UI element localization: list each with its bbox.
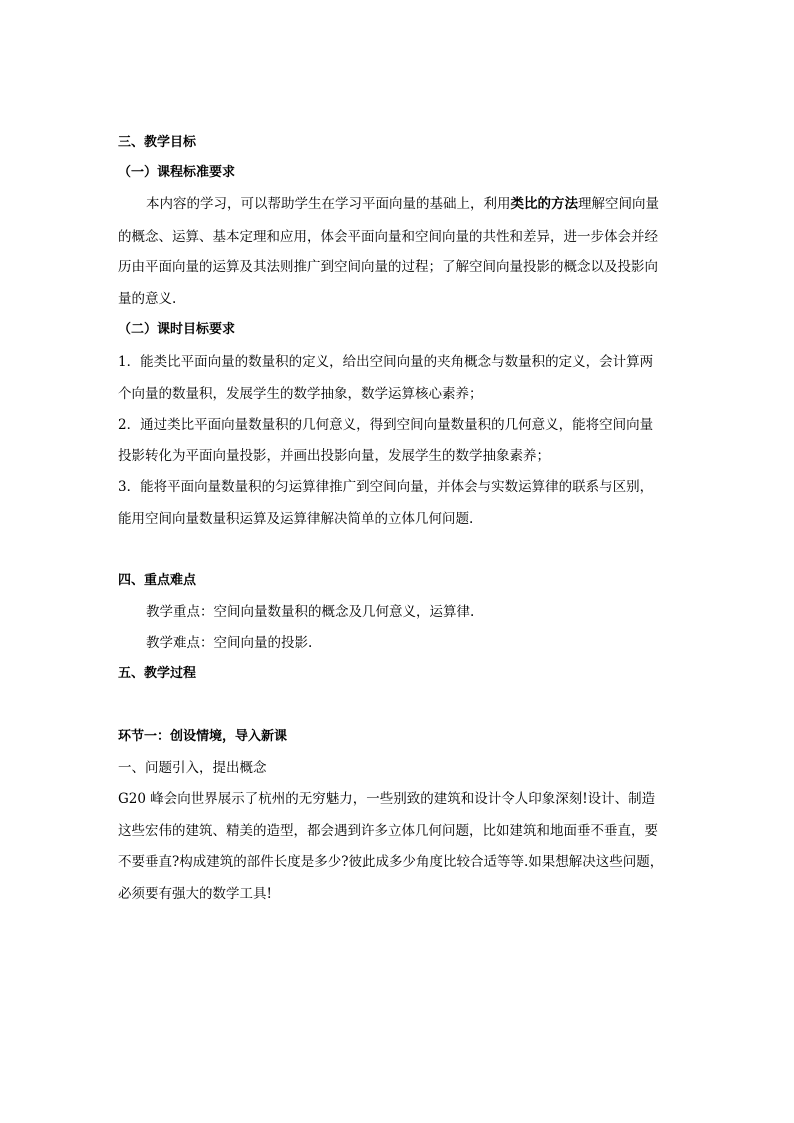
sub1-paragraph-line1-post: 理解空间向量	[578, 196, 659, 212]
sub1-paragraph-line1-pre: 本内容的学习，可以帮助学生在学习平面向量的基础上，利用	[146, 196, 511, 212]
sub2-heading: （二）课时目标要求	[118, 322, 236, 337]
goal-item1-line2: 个向量的数量积，发展学生的数学抽象，数学运算核心素养；	[118, 386, 483, 402]
stage1-paragraph-line2: 这些宏伟的建筑、精美的造型，都会遇到许多立体几何问题，比如建筑和地面垂不垂直，要	[118, 823, 658, 839]
sub1-paragraph-line4: 量的意义.	[118, 291, 177, 307]
stage1-paragraph-line3: 不要垂直?构成建筑的部件长度是多少?彼此成多少角度比较合适等等.如果想解决这些问题，	[118, 854, 664, 870]
goal-item2-line2: 投影转化为平面向量投影，并画出投影向量，发展学生的数学抽象素养；	[118, 448, 550, 464]
sub1-paragraph-line1	[146, 194, 659, 214]
stage1-paragraph-line1: G20 峰会向世界展示了杭州的无穷魅力，一些别致的建筑和设计令人印象深刻!设计、制造	[118, 791, 656, 807]
stage1-heading: 环节一：创设情境，导入新课	[118, 729, 288, 744]
goal-item3-line2: 能用空间向量数量积运算及运算律解决简单的立体几何问题.	[118, 511, 474, 527]
goal-item2-line1: 2．通过类比平面向量数量积的几何意义，得到空间向量数量积的几何意义，能将空间向量	[118, 417, 654, 433]
sub1-paragraph-line2: 的概念、运算、基本定理和应用，体会平面向量和空间向量的共性和差异，进一步体会并经	[118, 229, 658, 245]
stage1-subheading: 一、问题引入，提出概念	[118, 760, 267, 776]
section4-heading: 四、重点难点	[118, 573, 197, 588]
section3-heading: 三、教学目标	[118, 135, 197, 150]
goal-item3-line1: 3．能将平面向量数量积的匀运算律推广到空间向量，并体会与实数运算律的联系与区别，	[118, 479, 654, 495]
key-point: 教学重点：空间向量数量积的概念及几何意义，运算律.	[146, 604, 475, 620]
difficulty-point: 教学难点：空间向量的投影.	[146, 635, 313, 651]
stage1-paragraph-line4: 必须要有强大的数学工具!	[118, 886, 272, 902]
section5-heading: 五、教学过程	[118, 666, 197, 681]
sub1-heading: （一）课程标准要求	[118, 165, 236, 180]
goal-item1-line1: 1．能类比平面向量的数量积的定义，给出空间向量的夹角概念与数量积的定义，会计算两	[118, 354, 654, 370]
sub1-paragraph-line3: 历由平面向量的运算及其法则推广到空间向量的过程；了解空间向量投影的概念以及投影向	[118, 259, 658, 275]
sub1-paragraph-emphasis: 类比的方法	[510, 196, 578, 212]
